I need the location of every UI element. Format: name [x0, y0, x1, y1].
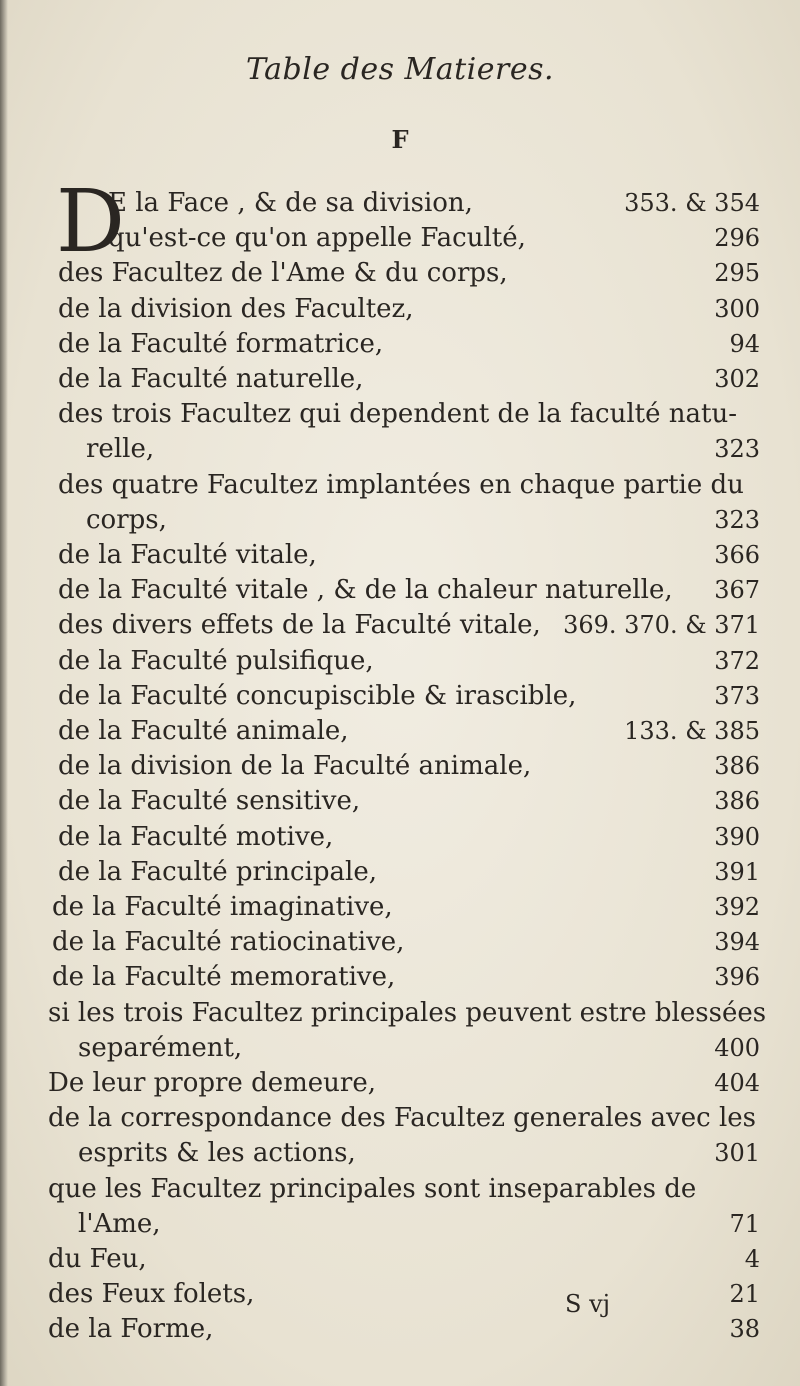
entry-text: de la Faculté concupiscible & irascible,	[58, 680, 577, 711]
entry-text: des Feux folets,	[48, 1279, 255, 1310]
index-entry	[0, 1276, 800, 1312]
entry-page-ref: 133. & 385	[624, 717, 760, 745]
index-entry	[0, 255, 800, 291]
entry-text: de la Faculté animale,	[58, 716, 349, 746]
entry-page-ref: 390	[714, 822, 760, 851]
entry-text: de la Faculté memorative,	[52, 962, 396, 993]
entry-page-ref: 394	[714, 928, 760, 957]
entry-page-ref: 386	[714, 752, 760, 781]
index-entry	[0, 1206, 800, 1242]
entry-text: E la Face , & de sa division,	[108, 188, 473, 218]
index-entry	[0, 572, 800, 608]
index-entry	[0, 819, 800, 855]
index-entry	[0, 678, 800, 714]
entry-page-ref: 404	[714, 1069, 760, 1097]
entry-text: de la division des Facultez,	[58, 293, 414, 324]
index-entry	[0, 924, 800, 960]
index-entry	[0, 185, 800, 221]
index-entry	[0, 995, 800, 1031]
index-entry	[0, 643, 800, 679]
entry-text: separément,	[78, 1032, 243, 1063]
entry-text: des quatre Facultez implantées en chaque partie du	[58, 469, 744, 500]
entry-text: que les Facultez principales sont inseparables de	[48, 1173, 697, 1204]
index-entry	[0, 361, 800, 397]
index-entry	[0, 713, 800, 749]
entry-page-ref: 296	[714, 224, 760, 253]
index-entry	[0, 607, 800, 643]
entry-page-ref: 295	[714, 259, 760, 288]
entry-page-ref: 372	[714, 646, 760, 675]
index-entry	[0, 326, 800, 362]
entry-text: des Facultez de l'Ame & du corps,	[58, 258, 508, 289]
entry-text: de la Faculté sensitive,	[58, 786, 361, 817]
entry-page-ref: 373	[714, 681, 760, 710]
entry-text: esprits & les actions,	[78, 1138, 356, 1169]
index-entry	[0, 854, 800, 890]
index-entry	[0, 1311, 800, 1347]
entry-page-ref: 386	[714, 787, 760, 816]
entry-text: de la Faculté pulsifique,	[58, 645, 374, 676]
index-entry	[0, 537, 800, 573]
entry-text: de la Faculté principale,	[58, 856, 377, 887]
entry-page-ref: 94	[729, 329, 760, 358]
entry-page-ref: 391	[714, 857, 760, 886]
index-entry	[0, 1100, 800, 1136]
entry-page-ref: 369. 370. & 371	[563, 611, 760, 640]
entry-page-ref: 323	[714, 505, 760, 534]
entry-text: l'Ame,	[78, 1208, 161, 1239]
entry-page-ref: 392	[714, 893, 760, 921]
printer-signature: S vj	[565, 1290, 611, 1318]
index-entry	[0, 220, 800, 256]
entry-page-ref: 367	[714, 576, 760, 605]
entry-text: de la Faculté ratiocinative,	[52, 927, 405, 958]
entry-page-ref: 71	[729, 1209, 760, 1238]
entry-text: de la Faculté formatrice,	[58, 328, 384, 359]
entry-text: de la Faculté motive,	[58, 821, 334, 852]
index-entry	[0, 1030, 800, 1066]
entry-text: qu'est-ce qu'on appelle Faculté,	[108, 223, 526, 254]
entry-text: de la Faculté vitale , & de la chaleur naturelle,	[58, 575, 673, 606]
entry-page-ref: 302	[714, 365, 760, 393]
index-entry	[0, 502, 800, 538]
entry-page-ref: 353. & 354	[624, 189, 760, 217]
entry-page-ref: 38	[729, 1315, 760, 1344]
running-title: Table des Matieres.	[245, 52, 555, 87]
index-entry	[0, 783, 800, 819]
index-entry	[0, 1241, 800, 1277]
entry-page-ref: 396	[714, 963, 760, 992]
entry-text: De leur propre demeure,	[48, 1068, 376, 1098]
index-entry	[0, 467, 800, 503]
index-entry	[0, 959, 800, 995]
entry-page-ref: 301	[714, 1139, 760, 1168]
entry-text: des trois Facultez qui dependent de la faculté natu-	[58, 399, 737, 430]
entry-text: de la correspondance des Facultez generales avec les	[48, 1103, 757, 1134]
entry-text: si les trois Facultez principales peuvent estre blessées	[48, 997, 767, 1028]
index-entry	[0, 748, 800, 784]
entry-text: du Feu,	[48, 1244, 147, 1274]
entry-text: corps,	[86, 504, 167, 535]
entry-text: de la Forme,	[48, 1314, 214, 1345]
entry-text: de la Faculté imaginative,	[52, 892, 393, 922]
entry-text: de la Faculté naturelle,	[58, 364, 364, 394]
index-entry	[0, 1135, 800, 1171]
index-entry	[0, 291, 800, 327]
index-entry	[0, 889, 800, 925]
entry-text: de la division de la Faculté animale,	[58, 751, 532, 782]
entry-text: des divers effets de la Faculté vitale,	[58, 610, 541, 641]
entry-page-ref: 4	[744, 1245, 760, 1273]
index-entry	[0, 431, 800, 467]
entry-page-ref: 366	[714, 541, 760, 569]
entry-page-ref: 400	[714, 1033, 760, 1062]
entry-page-ref: 323	[714, 435, 760, 464]
entry-page-ref: 300	[714, 294, 760, 323]
entry-page-ref: 21	[729, 1280, 760, 1309]
index-entry	[0, 396, 800, 432]
entry-text: de la Faculté vitale,	[58, 540, 317, 570]
index-entry	[0, 1065, 800, 1101]
entry-text: relle,	[86, 434, 155, 465]
section-letter: F	[391, 125, 409, 154]
drop-cap: D	[56, 172, 125, 272]
index-entry	[0, 1171, 800, 1207]
